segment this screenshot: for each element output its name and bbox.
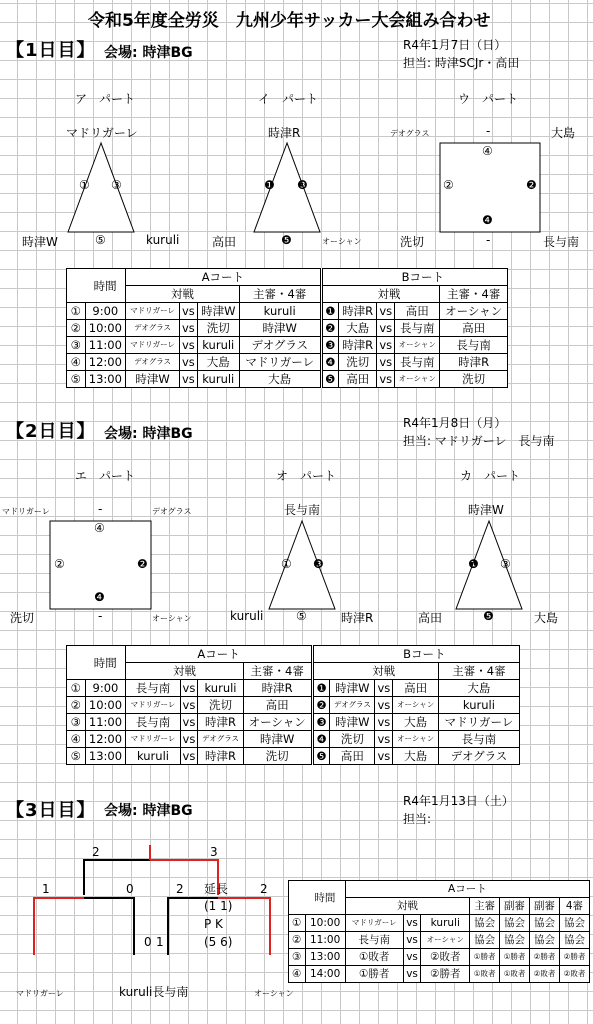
group-u-match2-b: ❷ [526,178,537,192]
group-o-left-team: kuruli [230,609,264,623]
group-a-right-team: kuruli [146,233,180,247]
bracket-team-4: オーシャン [254,989,294,998]
table-row: ① 9:00 マドリガーレ vs 時津W kuruli ❶ 時津R vs 高田 オーシャン [67,303,508,320]
group-ka-top-team: 時津W [468,503,504,517]
day3-label: 【3日目】 [6,800,96,821]
table-row: ① 9:00 長与南 vs kuruli 時津R ❶ 時津W vs 高田 大島 [67,680,520,697]
day1-label: 【1日目】 [6,40,96,61]
group-i-top-team: 時津R [268,126,301,140]
group-i-match1: ❶ [264,178,275,192]
table-row: ① 10:00 マドリガーレ vs kuruli 協会 協会 協会 協会 [289,915,590,932]
final-score-right: 3 [210,845,218,859]
court-a-ref-header: 主審・4審 [239,286,321,303]
court-b-match-header: 対戦 [339,286,440,303]
group-o-triangle [269,521,335,609]
semi1-score-left: 1 [42,882,50,896]
group-e-br-team: オーシャン [152,614,192,623]
group-e-match4-b: ❹ [94,590,105,604]
group-ka-match5: ❺ [483,609,494,623]
table-row: ② 10:00 マドリガーレ vs 洗切 高田 ❷ デオグラス vs オーシャン kuruli [67,697,520,714]
day1-staff: 担当: 時津SCJr・高田 [403,56,520,70]
page-title: 令和5年度全労災 九州少年サッカー大会組み合わせ [88,11,491,31]
group-a-triangle [68,143,134,232]
semi2-score-right: 2 [260,882,268,896]
group-e-tr-team: デオグラス [152,507,192,516]
pk-score: (5 6) [204,935,233,949]
table-row: ③ 13:00 ①敗者 vs ②敗者 ①勝者 ①勝者 ②勝者 ②勝者 [289,949,590,966]
table-row: ② 11:00 長与南 vs オーシャン 協会 協会 協会 協会 [289,932,590,949]
court-a-header: Aコート [126,269,321,286]
day1-date: R4年1月7日（日） [403,38,507,52]
day2-label: 【2日目】 [6,421,96,442]
group-o-match5: ⑤ [296,609,307,623]
group-u-bl-team: 洗切 [400,235,425,249]
group-e-bl-team: 洗切 [10,611,35,625]
group-a-left-team: 時津W [22,235,58,249]
group-e-match2: ② [54,557,65,571]
court-b-header: Bコート [339,269,508,286]
group-i-match5: ❺ [281,233,292,247]
group-o-match3: ❸ [313,557,324,571]
group-ka-match3: ③ [500,557,511,571]
bracket-final-left [84,860,150,895]
extra-time-label: 延長 [204,882,229,896]
group-ka-right-team: 大島 [534,611,559,625]
day2-staff: 担当: マドリガーレ 長与南 [403,434,555,448]
group-u-match4-b: ❹ [482,213,493,227]
group-ka-left-team: 高田 [418,611,443,625]
group-o-top-team: 長与南 [284,503,321,517]
bracket-team-mid: kuruli長与南 [119,985,189,999]
table-row: ③ 11:00 長与南 vs 時津R オーシャン ❸ 時津W vs 大島 マドリガーレ [67,714,520,731]
group-a-match3: ③ [111,178,122,192]
score-right-extra: 1 [156,935,164,949]
group-u-match2: ② [443,178,454,192]
group-u-tr-team: 大島 [551,126,576,140]
table-time-header: 時間 [85,269,126,303]
group-e-match2-b: ❷ [137,557,148,571]
group-ka-triangle [456,521,522,609]
day3-staff: 担当: [403,812,432,826]
day2-date: R4年1月8日（月） [403,416,507,430]
group-ka-match1: ❶ [468,557,479,571]
final-score-left: 2 [92,845,100,859]
semi2-score-left: 2 [176,882,184,896]
bracket-semi1-right [84,898,134,955]
day1-schedule-table [66,268,508,388]
day3-venue: 会場: 時津BG [104,803,193,819]
group-e-match4: ④ [94,521,105,535]
group-e-bottom-dash: - [98,609,103,623]
pk-label: P K [204,917,223,931]
group-u-br-team: 長与南 [543,235,580,249]
day2-schedule-table: 時間 Aコート Bコート 対戦 主審・4審 対戦 主審・4審 ① 9:00 長与南 vs kuruli 時津R ❶ 時津W vs 高田 大島 ② 10:00 マドリガーレ vs 洗切 高田 ❷ デオグラス vs オーシャン kuruli ③ 11:00 長与南 vs 時津R オーシャン ❸ 時津W vs 大島 マドリガーレ ④ 12:00 マドリガーレ vs デオグラス 時津W ❹ 洗切 vs オーシャン 長与南 ⑤ 13:00 kuruli vs 時津R 洗切 ❺ 高田 vs 大島 デオグラス [66,645,520,765]
court-a-match-header: 対戦 [126,286,240,303]
table-row: ④ 14:00 ①勝者 vs ②勝者 ①敗者 ①敗者 ②敗者 ②敗者 [289,966,590,983]
group-e-name: エ パート [75,469,136,483]
day2-venue: 会場: 時津BG [104,426,193,442]
group-a-name: ア パート [75,92,136,106]
group-e-tl-team: マドリガーレ [2,507,50,516]
score-left-extra: 0 [144,935,152,949]
group-i-left-team: 高田 [212,235,237,249]
day1-venue: 会場: 時津BG [104,45,193,61]
group-i-match3: ❸ [297,178,308,192]
group-o-match1: ① [281,557,292,571]
table-row: ② 10:00 デオグラス vs 洗切 時津W ❷ 大島 vs 長与南 高田 [67,320,508,337]
bracket-team-1: マドリガーレ [16,989,64,998]
group-u-tl-team: デオグラス [390,129,430,138]
group-o-right-team: 時津R [341,611,374,625]
bracket-semi1-left [34,898,84,955]
group-u-top-dash: - [486,124,491,138]
group-u-bottom-dash: - [486,233,491,247]
table-row: ④ 12:00 マドリガーレ vs デオグラス 時津W ❹ 洗切 vs オーシャン 長与南 [67,731,520,748]
table-row: ⑤ 13:00 時津W vs kuruli 大島 ❺ 高田 vs オーシャン 洗切 [67,371,508,388]
group-a-top-team: マドリガーレ [66,126,138,140]
semi1-score-right: 0 [126,882,134,896]
court-b-ref-header: 主審・4審 [440,286,508,303]
group-i-name: イ パート [258,92,319,106]
group-u-name: ウ パート [458,92,519,106]
day3-date: R4年1月13日（土） [403,794,514,808]
group-a-match1: ① [79,178,90,192]
table-row: ⑤ 13:00 kuruli vs 時津R 洗切 ❺ 高田 vs 大島 デオグラス [67,748,520,765]
day3-schedule-table: 時間 Aコート 対戦 主審 副審 副審 4審 ① 10:00 マドリガーレ vs kuruli 協会 協会 協会 協会 ② 11:00 長与南 vs オーシャン 協会 協会 協会 協会 ③ 13:00 ①敗者 vs ②敗者 ①勝者 ①勝者 ②勝者 ②勝者 ④ 14:00 ①勝者 vs ②勝者 ①敗者 ①敗者 ②敗者 ②敗者 [288,880,590,983]
table-row: ③ 11:00 マドリガーレ vs kuruli デオグラス ❸ 時津R vs オーシャン 長与南 [67,337,508,354]
group-o-name: オ パート [276,469,337,483]
table-row: ④ 12:00 デオグラス vs 大島 マドリガーレ ❹ 洗切 vs 長与南 時津R [67,354,508,371]
group-ka-name: カ パート [460,469,521,483]
group-e-top-dash: - [98,502,103,516]
group-i-right-team: オーシャン [322,237,362,246]
group-u-match4: ④ [482,144,493,158]
group-a-match5: ⑤ [95,233,106,247]
extra-time-score: (1 1) [204,899,233,913]
